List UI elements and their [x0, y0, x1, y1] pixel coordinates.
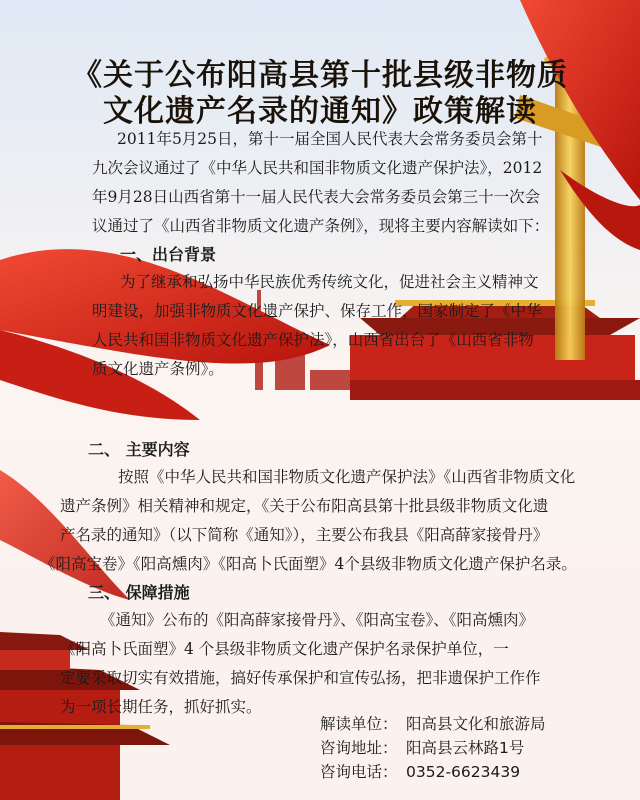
intro-line: 九次会议通过了《中华人民共和国非物质文化遗产保护法》，2012	[92, 159, 543, 177]
section1-heading: 一、出台背景	[120, 245, 217, 264]
section1-line: 为了继承和弘扬中华民族优秀传统文化，促进社会主义精神文	[120, 273, 539, 291]
contact-phone	[320, 760, 520, 784]
page-title-line1: 《关于公布阳高县第十批县级非物质	[72, 58, 568, 93]
section3-heading: 三、 保障措施	[88, 583, 190, 602]
page-title-line2: 文化遗产名录的通知》政策解读	[103, 94, 537, 129]
intro-line: 2011年5月25日，第十一届全国人民代表大会常务委员会第十	[117, 130, 543, 148]
section3-line: 定要采取切实有效措施，搞好传承保护和宣传弘扬，把非遗保护工作作	[60, 669, 541, 687]
intro-line: 年9月28日山西省第十一届人民代表大会常务委员会第三十一次会	[92, 188, 541, 206]
section1-line: 明建设，加强非物质文化遗产保护、保存工作，国家制定了《中华	[92, 302, 542, 320]
section1-line: 人民共和国非物质文化遗产保护法》，山西省出台了《山西省非物	[92, 331, 534, 349]
contact-unit-label: 解读单位：	[320, 715, 398, 733]
section2-line: 产名录的通知》（以下简称《通知》），主要公布我县《阳高薛家接骨丹》	[60, 526, 549, 544]
section2-line: 按照《中华人民共和国非物质文化遗产保护法》《山西省非物质文化	[118, 468, 576, 486]
contact-address	[320, 736, 524, 760]
section3-line: 《阳高卜氏面塑》4 个县级非物质文化遗产保护名录保护单位，一	[60, 640, 509, 658]
section2-heading: 二、 主要内容	[88, 440, 190, 459]
section1-line: 质文化遗产条例》。	[92, 360, 224, 378]
section2-line: 《阳高宝卷》《阳高燻肉》《阳高卜氏面塑》4个县级非物质文化遗产保护名录。	[40, 555, 577, 573]
contact-unit-value: 阳高县文化和旅游局	[406, 715, 546, 733]
intro-line: 议通过了《山西省非物质文化遗产条例》，现将主要内容解读如下：	[92, 217, 550, 235]
section3-line: 《通知》公布的《阳高薛家接骨丹》、《阳高宝卷》、《阳高燻肉》	[100, 611, 535, 629]
section3-line: 为一项长期任务，抓好抓实。	[60, 698, 262, 716]
contact-address-label: 咨询地址：	[320, 739, 398, 757]
contact-phone-label: 咨询电话：	[320, 763, 398, 781]
contact-unit	[320, 712, 546, 736]
contact-phone-value: 0352-6623439	[406, 763, 521, 781]
contact-address-value: 阳高县云林路1号	[406, 739, 525, 757]
section2-line: 遗产条例》相关精神和规定，《关于公布阳高县第十批县级非物质文化遗	[60, 497, 549, 515]
